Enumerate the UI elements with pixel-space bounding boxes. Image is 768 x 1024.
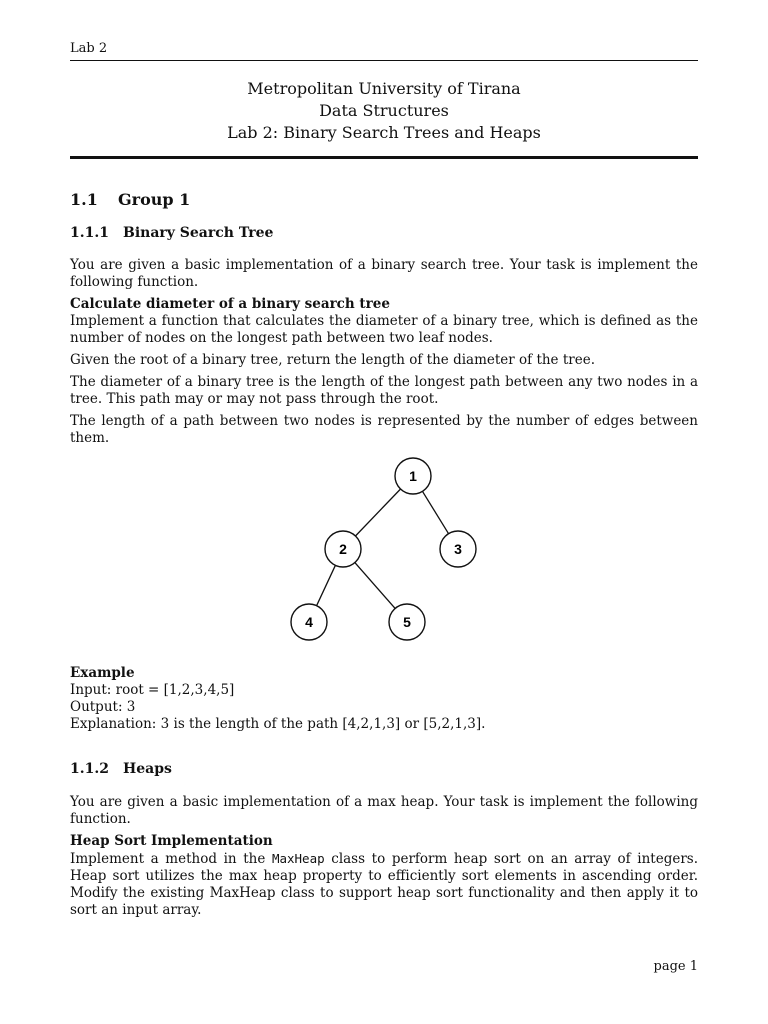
title-university: Metropolitan University of Tirana <box>247 79 521 98</box>
heaps-paragraph-1: Implement a method in the MaxHeap class to perform heap sort on an array of integers. Heap sort utilizes the max heap property to efficiently sort elements in ascending order. Modify the existing MaxHeap class to support heap sort functionality and then apply it to sort an input array. <box>70 851 698 918</box>
title-lab: Lab 2: Binary Search Trees and Heaps <box>227 123 541 142</box>
subsection-heading-heaps <box>70 761 172 777</box>
tree-node-1 <box>395 458 431 494</box>
header-rule <box>70 60 698 61</box>
document-page <box>70 0 698 1024</box>
heaps-body <box>70 794 698 919</box>
heaps-task-title: Heap Sort Implementation <box>70 833 273 849</box>
subsection-number: 1.1.2 <box>70 761 109 777</box>
subsection-title: Heaps <box>123 761 172 777</box>
title-course: Data Structures <box>319 101 449 120</box>
example-input: Input: root = [1,2,3,4,5] <box>70 682 235 698</box>
tree-edge-2-5 <box>355 563 395 609</box>
example-output: Output: 3 <box>70 699 136 715</box>
bst-body <box>70 257 698 452</box>
example-title: Example <box>70 665 135 681</box>
tree-edge-1-2 <box>355 489 400 536</box>
example-explanation: Explanation: 3 is the length of the path [4,2,1,3] or [5,2,1,3]. <box>70 716 486 732</box>
svg-text:1: 1 <box>409 468 417 484</box>
tree-edge-1-3 <box>422 491 448 533</box>
bst-paragraph-1: Implement a function that calculates the diameter of a binary tree, which is defined as the number of nodes on the longest path between two leaf nodes. <box>70 313 698 346</box>
subsection-number: 1.1.1 <box>70 225 109 241</box>
running-head: Lab 2 <box>70 41 108 56</box>
svg-text:2: 2 <box>339 541 347 557</box>
example-block <box>70 665 698 733</box>
tree-node-3 <box>440 531 476 567</box>
tree-edge-2-4 <box>317 565 336 605</box>
binary-tree-diagram <box>70 450 698 650</box>
tree-node-2 <box>325 531 361 567</box>
page-number: page 1 <box>653 959 698 974</box>
svg-text:5: 5 <box>403 614 411 630</box>
bst-paragraph-4: The length of a path between two nodes is represented by the number of edges between them. <box>70 413 698 446</box>
bst-paragraph-3: The diameter of a binary tree is the length of the longest path between any two nodes in a tree. This path may or may not pass through the root. <box>70 374 698 407</box>
subsection-title: Binary Search Tree <box>123 225 274 241</box>
section-number: 1.1 <box>70 190 98 209</box>
svg-text:4: 4 <box>305 614 313 630</box>
heaps-intro: You are given a basic implementation of a max heap. Your task is implement the following function. <box>70 794 698 827</box>
tree-node-4 <box>291 604 327 640</box>
bst-intro: You are given a basic implementation of a binary search tree. Your task is implement the following function. <box>70 257 698 290</box>
code-maxheap: MaxHeap <box>271 851 325 866</box>
section-title: Group 1 <box>118 190 191 209</box>
tree-node-5 <box>389 604 425 640</box>
bst-task-title: Calculate diameter of a binary search tree <box>70 296 390 312</box>
svg-text:3: 3 <box>454 541 462 557</box>
title-block <box>70 78 698 144</box>
title-rule <box>70 156 698 159</box>
section-heading <box>70 190 190 209</box>
bst-paragraph-2: Given the root of a binary tree, return the length of the diameter of the tree. <box>70 352 595 368</box>
subsection-heading-bst <box>70 225 273 241</box>
